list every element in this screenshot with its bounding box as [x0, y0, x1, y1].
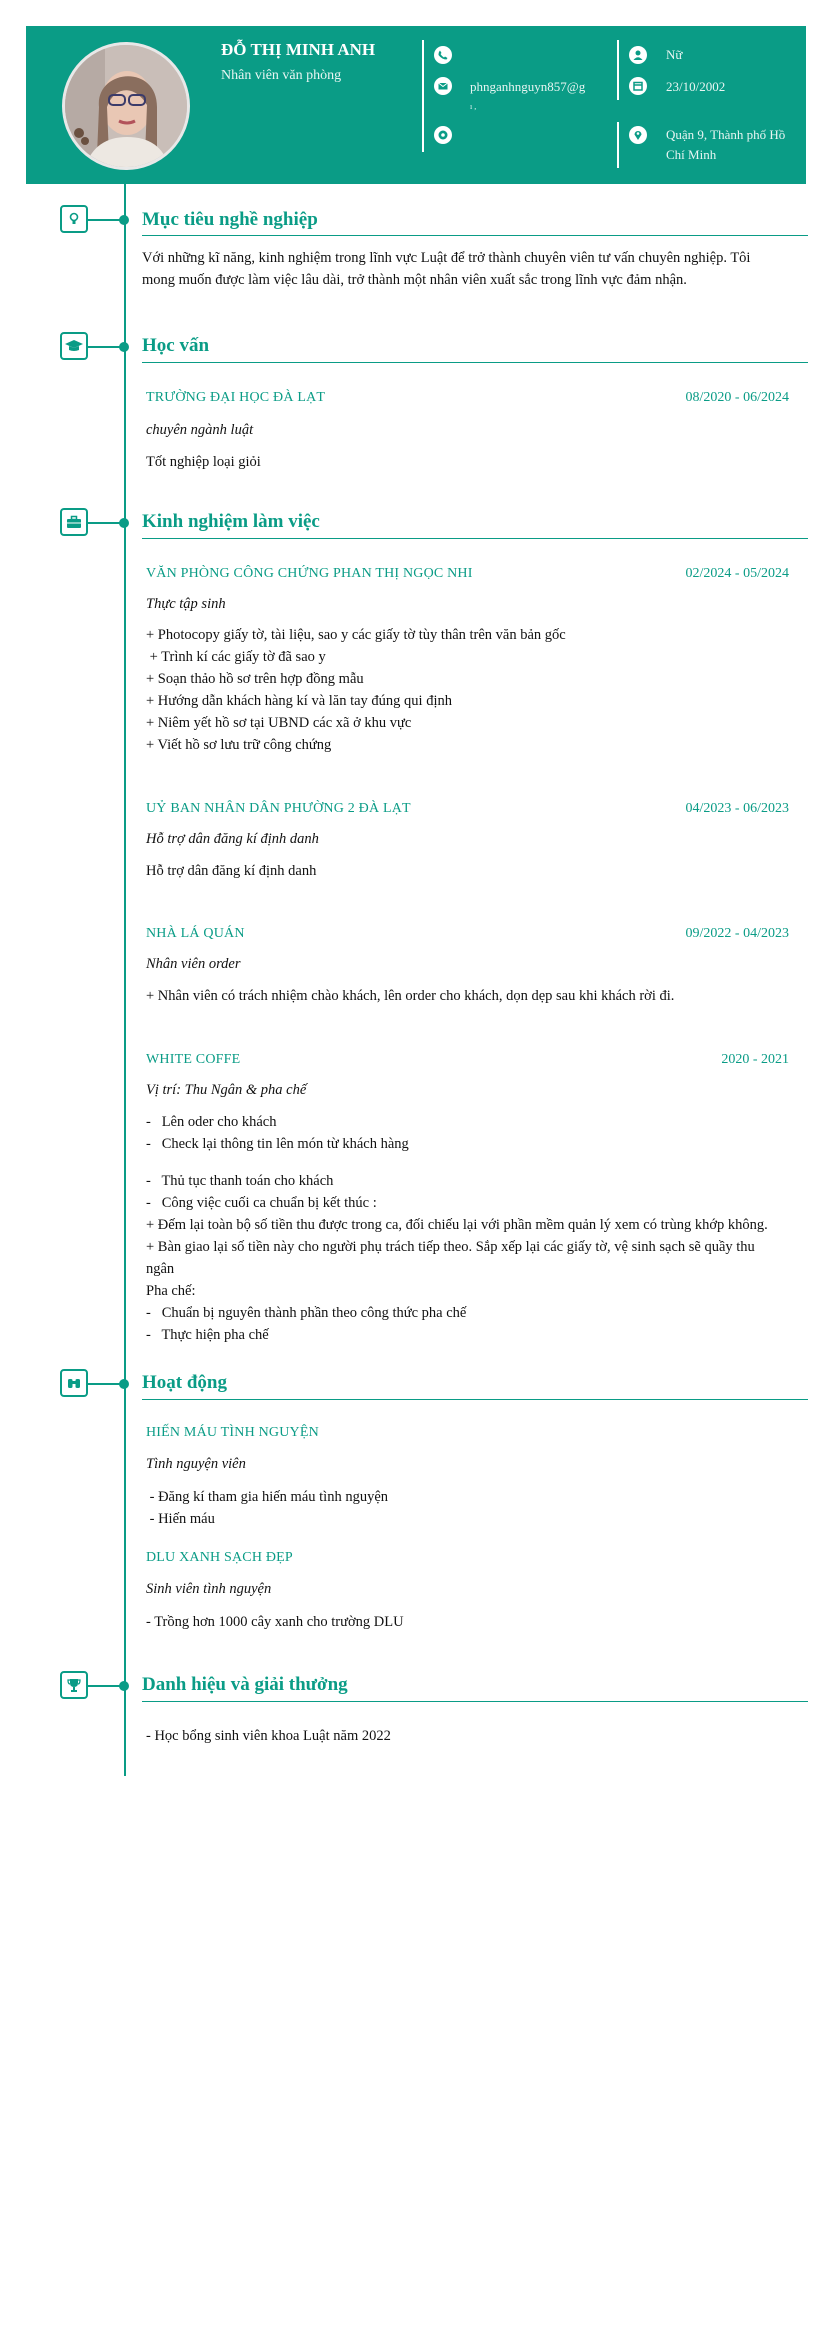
location-icon [629, 126, 647, 144]
job-date: 02/2024 - 05/2024 [685, 566, 789, 581]
section-title-education: Học vấn [142, 335, 210, 356]
job-line: - Chuẩn bị nguyên thành phần theo công thức pha chế [146, 1305, 467, 1321]
contact-divider [617, 122, 619, 168]
section-rule [142, 362, 808, 363]
section-connector [88, 1383, 122, 1385]
job-line: - Thực hiện pha chế [146, 1327, 269, 1343]
contact-divider [422, 40, 424, 152]
job-company: WHITE COFFE [146, 1052, 241, 1067]
job-role: Thực tập sinh [146, 596, 226, 612]
job-role: Hỗ trợ dân đăng kí định danh [146, 831, 319, 847]
candidate-name: ĐỖ THỊ MINH ANH [221, 40, 376, 59]
job-description [146, 860, 796, 882]
job-line: - Check lại thông tin lên món từ khách hàng [146, 1136, 409, 1152]
section-title-experience: Kinh nghiệm làm việc [142, 511, 320, 532]
email-text[interactable]: phnganhnguyn857@g [470, 79, 586, 94]
job-description [146, 624, 796, 756]
section-connector [88, 219, 122, 221]
address-line-1: Quận 9, Thành phố Hồ [666, 127, 786, 142]
section-title-awards: Danh hiệu và giải thưởng [142, 1674, 348, 1695]
job-company: UỶ BAN NHÂN DÂN PHƯỜNG 2 ĐÀ LẠT [146, 801, 411, 816]
lightbulb-icon [60, 205, 88, 233]
briefcase-icon [60, 508, 88, 536]
activity-description [146, 1611, 796, 1633]
activity-org: HIẾN MÁU TÌNH NGUYỆN [146, 1425, 319, 1440]
job-description [146, 1111, 796, 1346]
section-connector [88, 522, 122, 524]
job-role: Vị trí: Thu Ngân & pha chế [146, 1082, 307, 1098]
job-role: Nhân viên order [146, 956, 241, 972]
section-rule [142, 538, 808, 539]
section-connector [88, 1685, 122, 1687]
user-icon [629, 46, 647, 64]
education-date: 08/2020 - 06/2024 [685, 390, 789, 405]
job-line: Pha chế: [146, 1283, 196, 1299]
awards-description [146, 1725, 796, 1747]
education-result: Tốt nghiệp loại giỏi [146, 454, 261, 470]
job-company: NHÀ LÁ QUÁN [146, 926, 245, 941]
activity-org: DLU XANH SẠCH ĐẸP [146, 1550, 293, 1565]
job-line: + Bàn giao lại số tiền này cho người phụ trách tiếp theo. Sắp xếp lại các giấy tờ, vệ sinh sạch sẽ quầy thu [146, 1239, 755, 1255]
job-date: 2020 - 2021 [721, 1052, 789, 1067]
job-line [146, 1155, 796, 1170]
objective-text: Với những kĩ năng, kinh nghiệm trong lĩnh vực Luật để trở thành chuyên viên tư vấn chuyên nghiệp. Tôi mong muốn được làm việc lâu dài, trở thành một nhân viên xuất sắc trong lĩnh vực đảm nhận. [142, 250, 751, 288]
section-title-activities: Hoạt động [142, 1372, 227, 1393]
job-line: ngân [146, 1261, 175, 1277]
web-icon [434, 126, 452, 144]
job-line: + Soạn thảo hồ sơ trên hợp đồng mẫu [146, 671, 364, 687]
activity-role: Tình nguyện viên [146, 1456, 246, 1472]
avatar-photo [65, 45, 187, 167]
activity-line: - Đăng kí tham gia hiến máu tình nguyện [146, 1489, 389, 1505]
calendar-icon [629, 77, 647, 95]
job-line: - Thủ tục thanh toán cho khách [146, 1173, 334, 1189]
education-school: TRƯỜNG ĐẠI HỌC ĐÀ LẠT [146, 390, 326, 405]
education-major: chuyên ngành luật [146, 422, 254, 438]
job-line: + Trình kí các giấy tờ đã sao y [146, 649, 326, 665]
graduation-cap-icon [60, 332, 88, 360]
birthday-text: 23/10/2002 [666, 79, 726, 94]
avatar [62, 42, 190, 170]
timeline-dot [119, 1379, 129, 1389]
job-line: + Photocopy giấy tờ, tài liệu, sao y các giấy tờ tùy thân trên văn bản gốc [146, 627, 566, 643]
activity-line: - Trồng hơn 1000 cây xanh cho trường DLU [146, 1614, 404, 1630]
section-rule [142, 235, 808, 236]
email-overflow-text: ı , [470, 102, 477, 111]
gender-text: Nữ [666, 47, 683, 62]
mail-icon [434, 77, 452, 95]
section-connector [88, 346, 122, 348]
timeline-dot [119, 518, 129, 528]
contact-divider [617, 40, 619, 100]
job-line: + Niêm yết hồ sơ tại UBND các xã ở khu vực [146, 715, 412, 731]
job-line: + Nhân viên có trách nhiệm chào khách, lên order cho khách, dọn dẹp sau khi khách rời đi. [146, 988, 675, 1004]
activity-description [146, 1486, 796, 1530]
job-date: 09/2022 - 04/2023 [685, 926, 789, 941]
address-line-2: Chí Minh [666, 147, 717, 162]
section-rule [142, 1399, 808, 1400]
job-line: + Viết hồ sơ lưu trữ công chứng [146, 737, 332, 753]
job-line: + Hướng dẫn khách hàng kí và lăn tay đúng qui định [146, 693, 452, 709]
phone-icon [434, 46, 452, 64]
activity-role: Sinh viên tình nguyện [146, 1581, 272, 1597]
candidate-job-title: Nhân viên văn phòng [221, 68, 342, 83]
award-line: - Học bổng sinh viên khoa Luật năm 2022 [146, 1728, 391, 1744]
profile-header [26, 26, 806, 184]
job-line: - Lên oder cho khách [146, 1114, 277, 1130]
job-line: Hỗ trợ dân đăng kí định danh [146, 863, 317, 879]
trophy-icon [60, 1671, 88, 1699]
section-title-objective: Mục tiêu nghề nghiệp [142, 209, 318, 230]
job-company: VĂN PHÒNG CÔNG CHỨNG PHAN THỊ NGỌC NHI [146, 566, 473, 581]
job-line: + Đếm lại toàn bộ số tiền thu được trong ca, đối chiếu lại với phần mềm quản lý xem có trùng khớp không. [146, 1217, 768, 1233]
timeline-dot [119, 1681, 129, 1691]
activity-line: - Hiến máu [146, 1511, 215, 1527]
binoculars-icon [60, 1369, 88, 1397]
section-rule [142, 1701, 808, 1702]
timeline-dot [119, 342, 129, 352]
timeline-line [124, 184, 126, 1776]
timeline-dot [119, 215, 129, 225]
job-description [146, 985, 796, 1007]
job-date: 04/2023 - 06/2023 [685, 801, 789, 816]
job-line: - Công việc cuối ca chuẩn bị kết thúc : [146, 1195, 377, 1211]
